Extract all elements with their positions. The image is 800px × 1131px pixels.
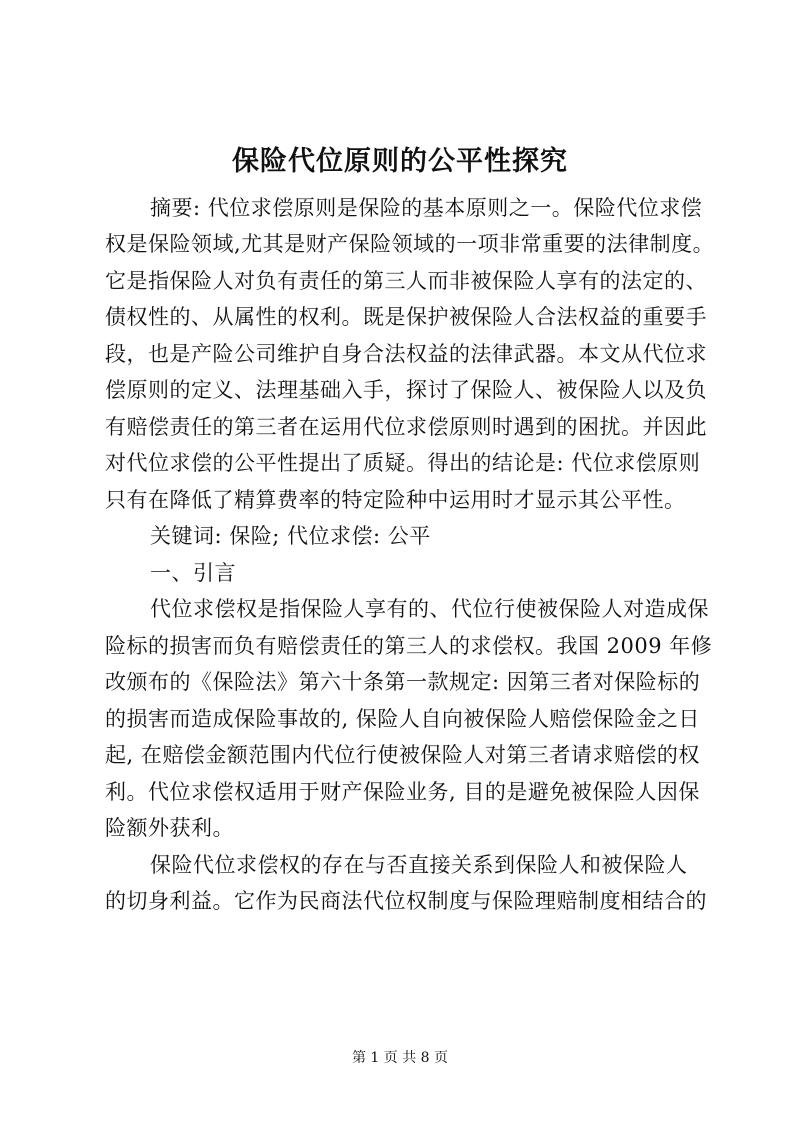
keywords-line: 关键词: 保险; 代位求偿: 公平 [150,524,431,548]
document-title: 保险代位原则的公平性探究 [232,146,568,177]
paragraph-1-line-7: 险额外获利。 [105,816,234,840]
abstract-line-3: 它是指保险人对负有责任的第三人而非被保险人享有的法定的、 [105,269,707,293]
abstract-line-6: 偿原则的定义、法理基础入手，探讨了保险人、被保险人以及负 [105,378,707,402]
abstract-line-5: 段，也是产险公司维护自身合法权益的法律武器。本文从代位求 [105,342,707,366]
abstract-line-7: 有赔偿责任的第三者在运用代位求偿原则时遇到的困扰。并因此 [105,415,707,439]
paragraph-1-line-2: 险标的损害而负有赔偿责任的第三人的求偿权。我国 2009 年修 [105,634,713,658]
abstract-line-4: 债权性的、从属性的权利。既是保护被保险人合法权益的重要手 [105,305,707,329]
abstract-line-1: 摘要: 代位求偿原则是保险的基本原则之一。保险代位求偿 [150,196,703,220]
paragraph-1-line-6: 利。代位求偿权适用于财产保险业务, 目的是避免被保险人因保 [105,780,700,804]
page-footer: 第 1 页 共 8 页 [351,1050,449,1066]
paragraph-1-line-1: 代位求偿权是指保险人享有的、代位行使被保险人对造成保 [150,597,709,621]
paragraph-2-line-2: 的切身利益。它作为民商法代位权制度与保险理赔制度相结合的 [105,889,707,913]
paragraph-1-line-3: 改颁布的《保险法》第六十条第一款规定: 因第三者对保险标的 [105,670,701,694]
abstract-line-2: 权是保险领域,尤其是财产保险领域的一项非常重要的法律制度。 [105,232,715,256]
paragraph-1-line-4: 的损害而造成保险事故的, 保险人自向被保险人赔偿保险金之日 [105,707,700,731]
section-heading-intro: 一、引言 [150,561,236,585]
paragraph-2-line-1: 保险代位求偿权的存在与否直接关系到保险人和被保险人 [150,853,688,877]
abstract-line-8: 对代位求偿的公平性提出了质疑。得出的结论是: 代位求偿原则 [105,451,701,475]
paragraph-1-line-5: 起, 在赔偿金额范围内代位行使被保险人对第三者请求赔偿的权 [105,743,700,767]
abstract-line-9: 只有在降低了精算费率的特定险种中运用时才显示其公平性。 [105,488,686,512]
